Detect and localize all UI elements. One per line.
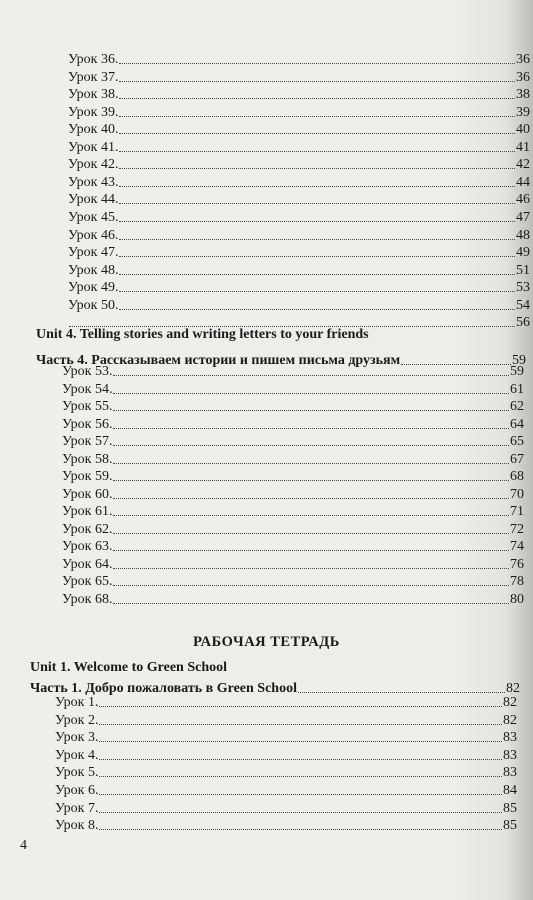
- dot-leader: [119, 291, 515, 292]
- lesson-label: Урок 65.: [62, 574, 113, 589]
- dot-leader: [113, 568, 509, 569]
- lesson-label: Урок 49.: [68, 280, 119, 296]
- lesson-label: Урок 41.: [68, 139, 119, 155]
- toc-lesson-row[interactable]: [62, 432, 524, 450]
- lesson-label: Урок 8.: [55, 818, 99, 834]
- lesson-label: Урок 44.: [68, 192, 119, 208]
- toc-lesson-row[interactable]: [55, 746, 517, 764]
- page-number: 51: [516, 262, 530, 278]
- page-number: 64: [510, 416, 524, 432]
- page-number: 71: [510, 504, 524, 519]
- dot-leader: [119, 309, 515, 310]
- lesson-label: Урок 3.: [55, 730, 99, 746]
- page-number: 42: [516, 157, 530, 173]
- toc-lesson-row[interactable]: [68, 138, 530, 156]
- page-number: 62: [510, 399, 524, 414]
- lesson-label: Урок 43.: [68, 174, 119, 190]
- toc-lesson-row[interactable]: [68, 243, 530, 261]
- page-number: 44: [516, 174, 530, 190]
- toc-lesson-row[interactable]: [68, 120, 530, 138]
- toc-lesson-row[interactable]: [68, 103, 530, 121]
- lesson-label: Урок 5.: [55, 765, 99, 781]
- lesson-label: Урок 68.: [62, 591, 113, 607]
- lesson-label: Урок 62.: [62, 521, 113, 537]
- page-number: 36: [516, 69, 530, 85]
- page-number: 76: [510, 556, 524, 572]
- lesson-label: Урок 53.: [62, 364, 113, 379]
- page-number: 68: [510, 469, 524, 484]
- lesson-label: Урок 63.: [62, 539, 113, 554]
- lesson-label: Урок 48.: [68, 262, 119, 278]
- toc-lesson-row[interactable]: [68, 190, 530, 208]
- toc-lesson-row[interactable]: [68, 278, 530, 296]
- page-number: 84: [503, 783, 517, 798]
- page-number: 74: [510, 539, 524, 554]
- toc-lesson-row[interactable]: [55, 728, 517, 746]
- lesson-label: Урок 37.: [68, 69, 119, 85]
- toc-lesson-row[interactable]: [55, 763, 517, 781]
- dot-leader: [119, 256, 515, 257]
- dot-leader: [99, 759, 502, 760]
- lesson-label: Урок 60.: [62, 486, 113, 502]
- lesson-label: Урок 42.: [68, 157, 119, 173]
- toc-lesson-row[interactable]: [62, 380, 524, 398]
- dot-leader: [113, 393, 509, 394]
- toc-lesson-row[interactable]: [62, 555, 524, 573]
- dot-leader: [113, 550, 509, 551]
- workbook-unit1-title-en: Unit 1. Welcome to Green School: [30, 660, 228, 675]
- dot-leader: [113, 603, 509, 604]
- toc-lesson-row[interactable]: [55, 781, 517, 799]
- toc-lesson-row[interactable]: [62, 362, 524, 380]
- lesson-label: Урок 1.: [55, 695, 99, 710]
- page-number: 80: [510, 591, 524, 607]
- page-number: 82: [503, 712, 517, 728]
- page-number: 41: [516, 139, 530, 155]
- page-folio-number: 4: [20, 838, 27, 853]
- page-number: 85: [503, 800, 517, 816]
- page-number: 46: [516, 192, 530, 208]
- page-number: 83: [503, 747, 517, 763]
- workbook-title: РАБОЧАЯ ТЕТРАДЬ: [193, 634, 340, 650]
- page-number: 82: [506, 681, 520, 696]
- page-number: 82: [503, 695, 517, 710]
- dot-leader: [99, 741, 502, 742]
- lesson-label: Урок 38.: [68, 87, 119, 103]
- lesson-label: Урок 57.: [62, 434, 113, 449]
- lesson-label: Урок 46.: [68, 227, 119, 243]
- toc-lesson-row[interactable]: [55, 711, 517, 729]
- page-number: 49: [516, 245, 530, 261]
- page-number: 36: [516, 52, 530, 67]
- dot-leader: [113, 498, 509, 499]
- page-number: 56: [516, 315, 530, 331]
- dot-leader: [119, 63, 515, 64]
- toc-lesson-row[interactable]: [68, 50, 530, 68]
- lesson-label: Урок 56.: [62, 416, 113, 432]
- lesson-label: Урок 47.: [68, 245, 119, 261]
- workbook-unit1-title-ru: Часть 1. Добро пожаловать в Green School: [30, 681, 297, 696]
- page-number: 53: [516, 280, 530, 296]
- page-number: 54: [516, 297, 530, 313]
- unit4-title-en: Unit 4. Telling stories and writing letters to your friends: [36, 327, 369, 342]
- unit4-title-ru: Часть 4. Рассказываем истории и пишем письма друзьям: [36, 353, 401, 368]
- toc-lesson-row[interactable]: [68, 173, 530, 191]
- dot-leader: [119, 274, 515, 275]
- dot-leader: [99, 829, 502, 830]
- lesson-label: Урок 59.: [62, 469, 113, 484]
- lesson-label: Урок 61.: [62, 504, 113, 519]
- lesson-label: Урок 6.: [55, 783, 99, 798]
- toc-lesson-row[interactable]: [68, 85, 530, 103]
- toc-lesson-row[interactable]: [62, 450, 524, 468]
- dot-leader: [119, 239, 515, 240]
- page-number: 83: [503, 730, 517, 746]
- toc-lesson-row[interactable]: [68, 226, 530, 244]
- dot-leader: [119, 168, 515, 169]
- dot-leader: [113, 463, 509, 464]
- toc-lesson-row[interactable]: [62, 415, 524, 433]
- dot-leader: [113, 445, 509, 446]
- page-number: 59: [512, 353, 526, 368]
- lesson-label: Урок 7.: [55, 800, 99, 816]
- lesson-label: Урок 55.: [62, 399, 113, 414]
- dot-leader: [99, 706, 502, 707]
- lesson-label: Урок 40.: [68, 122, 119, 138]
- page-number: 48: [516, 227, 530, 243]
- lesson-label: Урок 64.: [62, 556, 113, 572]
- lesson-label: Урок 2.: [55, 712, 99, 728]
- page-number: 85: [503, 818, 517, 834]
- dot-leader: [113, 585, 509, 586]
- dot-leader: [119, 151, 515, 152]
- dot-leader: [119, 133, 515, 134]
- dot-leader: [99, 794, 502, 795]
- page-number: 70: [510, 486, 524, 502]
- toc-lesson-row[interactable]: [68, 261, 530, 279]
- toc-lesson-row[interactable]: [62, 502, 524, 520]
- dot-leader: [99, 776, 502, 777]
- dot-leader: [119, 186, 515, 187]
- dot-leader: [119, 203, 515, 204]
- toc-lesson-row[interactable]: [68, 155, 530, 173]
- dot-leader: [119, 116, 515, 117]
- lesson-label: Урок 45.: [68, 209, 119, 225]
- lesson-label: Урок 4.: [55, 747, 99, 763]
- lesson-label: Урок 36.: [68, 52, 119, 67]
- toc-lesson-row[interactable]: [62, 520, 524, 538]
- page-number: 38: [516, 87, 530, 103]
- dot-leader: [99, 724, 502, 725]
- dot-leader: [119, 98, 515, 99]
- page-number: 67: [510, 451, 524, 467]
- toc-lesson-row[interactable]: [62, 537, 524, 555]
- dot-leader: [113, 533, 509, 534]
- toc-lesson-row[interactable]: [68, 208, 530, 226]
- toc-lesson-row[interactable]: [55, 799, 517, 817]
- page-number: 39: [516, 104, 530, 120]
- toc-lesson-row[interactable]: [62, 467, 524, 485]
- dot-leader: [113, 480, 509, 481]
- dot-leader: [113, 375, 509, 376]
- toc-lesson-row[interactable]: [55, 816, 517, 834]
- page-number: 83: [503, 765, 517, 781]
- dot-leader: [99, 812, 502, 813]
- page-number: 59: [510, 364, 524, 379]
- toc-lesson-row[interactable]: [55, 693, 517, 711]
- toc-lesson-row[interactable]: [62, 572, 524, 590]
- dot-leader: [119, 81, 515, 82]
- dot-leader: [113, 515, 509, 516]
- lesson-label: Урок 50.: [68, 297, 119, 313]
- dot-leader: [119, 221, 515, 222]
- page-number: 65: [510, 434, 524, 449]
- page-number: 40: [516, 122, 530, 138]
- dot-leader: [113, 428, 509, 429]
- toc-lesson-row[interactable]: [62, 397, 524, 415]
- page-number: 78: [510, 574, 524, 589]
- page-number: 72: [510, 521, 524, 537]
- toc-lesson-row[interactable]: [62, 485, 524, 503]
- toc-lesson-row[interactable]: [62, 590, 524, 608]
- lesson-label: Урок 58.: [62, 451, 113, 467]
- page-number: 47: [516, 209, 530, 225]
- lesson-label: Урок 54.: [62, 381, 113, 397]
- lesson-label: Урок 39.: [68, 104, 119, 120]
- dot-leader: [113, 410, 509, 411]
- page-number: 61: [510, 381, 524, 397]
- toc-lesson-row[interactable]: [68, 296, 530, 314]
- toc-lesson-row[interactable]: [68, 68, 530, 86]
